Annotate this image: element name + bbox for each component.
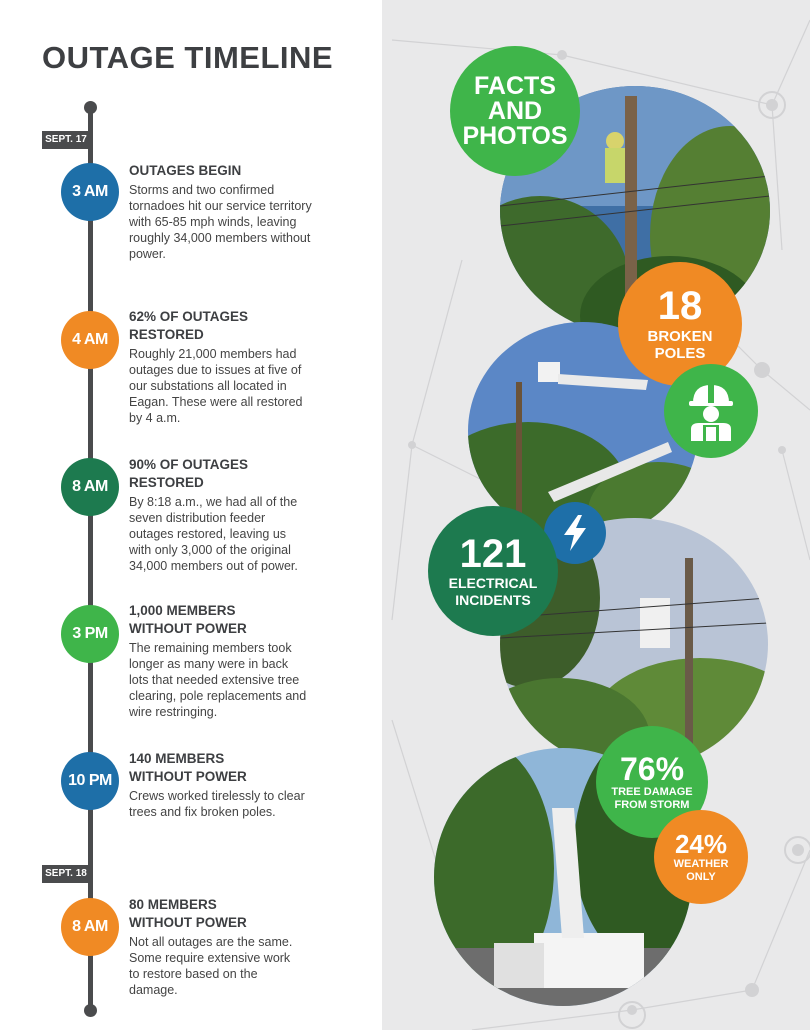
- timeline-event: [129, 750, 319, 820]
- event-description: Not all outages are the same. Some require extensive work to restore based on the damage.: [129, 935, 293, 997]
- event-title: 90% OF OUTAGES RESTORED: [129, 457, 249, 490]
- time-badge: 8 AM: [61, 898, 119, 956]
- date-tag-sept-18: SEPT. 18: [42, 865, 90, 883]
- lineworker-icon-badge: [664, 364, 758, 458]
- event-title: 80 MEMBERS WITHOUT POWER: [129, 897, 247, 930]
- timeline-end-dot: [84, 1004, 97, 1017]
- weather-only-number: 24%: [674, 829, 728, 859]
- facts-heading-line3: PHOTOS: [462, 121, 568, 150]
- time-badge: 3 AM: [61, 163, 119, 221]
- timeline-event: [129, 896, 319, 998]
- electrical-incidents-label2: INCIDENTS: [455, 592, 531, 608]
- event-description: Storms and two confirmed tornadoes hit our service territory with 65-85 mph winds, leaving roughly 34,000 members without power.: [129, 183, 312, 261]
- timeline-start-dot: [84, 101, 97, 114]
- time-badge: 10 PM: [61, 752, 119, 810]
- event-title: 62% OF OUTAGES RESTORED: [129, 309, 249, 342]
- lineworker-icon: [683, 381, 739, 441]
- electrical-incidents-number: 121: [459, 532, 527, 576]
- event-description: The remaining members took longer as many were in back lots that needed extensive tree clearing, pole replacements and wire restringing.: [129, 641, 307, 719]
- event-title: OUTAGES BEGIN: [129, 163, 242, 178]
- broken-poles-label2: POLES: [654, 345, 706, 362]
- event-title: 140 MEMBERS WITHOUT POWER: [129, 751, 247, 784]
- time-badge: 3 PM: [61, 605, 119, 663]
- timeline-event: [129, 308, 319, 426]
- broken-poles-number: 18: [657, 284, 703, 328]
- facts-heading-badge: [450, 46, 580, 176]
- tree-damage-number: 76%: [619, 751, 685, 787]
- event-title: 1,000 MEMBERS WITHOUT POWER: [129, 603, 247, 636]
- weather-only-label1: WEATHER: [673, 858, 729, 870]
- event-description: Crews worked tirelessly to clear trees and fix broken poles.: [129, 789, 305, 819]
- weather-only-badge: [654, 810, 748, 904]
- facts-heading-line1: FACTS: [474, 71, 556, 100]
- time-badge: 8 AM: [61, 458, 119, 516]
- lightning-icon: [562, 515, 588, 551]
- event-description: By 8:18 a.m., we had all of the seven distribution feeder outages restored, leaving us with only 3,000 of the original 34,000 members out of power.: [129, 495, 298, 573]
- weather-only-label2: ONLY: [686, 871, 716, 883]
- timeline-panel: [0, 0, 382, 1030]
- timeline-event: [129, 456, 319, 574]
- date-tag-sept-17: SEPT. 17: [42, 131, 90, 149]
- timeline-event: [129, 602, 319, 720]
- tree-damage-label1: TREE DAMAGE: [611, 786, 693, 798]
- tree-damage-label2: FROM STORM: [614, 799, 690, 811]
- event-description: Roughly 21,000 members had outages due to issues at five of our substations all located in Eagan. These were all restored by 4 a.m.: [129, 347, 303, 425]
- electrical-incidents-badge: [428, 506, 558, 636]
- page-title: OUTAGE TIMELINE: [42, 40, 334, 75]
- electrical-incidents-label1: ELECTRICAL: [448, 575, 538, 591]
- facts-panel: [382, 0, 810, 1030]
- timeline-event: [129, 162, 319, 262]
- broken-poles-label1: BROKEN: [647, 328, 713, 345]
- time-badge: 4 AM: [61, 311, 119, 369]
- facts-heading-line2: AND: [487, 96, 543, 125]
